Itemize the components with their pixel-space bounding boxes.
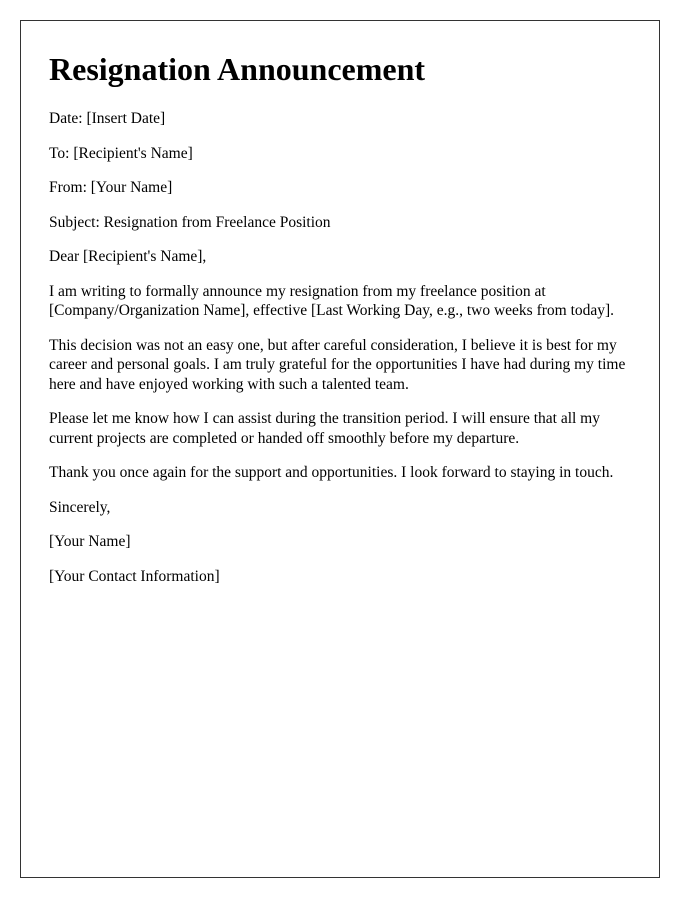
- body-paragraph-gratitude: This decision was not an easy one, but after careful consideration, I believe it is best for my career and personal goals. I am truly grateful for the opportunities I have had during my time here and have enjoyed working with such a talented team.: [49, 336, 626, 393]
- salutation: Dear [Recipient's Name],: [49, 248, 207, 265]
- letter-page: [20, 20, 660, 878]
- date-line: Date: [Insert Date]: [49, 110, 166, 127]
- body-paragraph-thanks: Thank you once again for the support and opportunities. I look forward to staying in touch.: [49, 464, 614, 481]
- signature-name: [Your Name]: [49, 533, 131, 550]
- subject-line: Subject: Resignation from Freelance Position: [49, 213, 331, 231]
- letter-content: [49, 49, 639, 601]
- contact-information: [Your Contact Information]: [49, 567, 220, 585]
- body-paragraph-transition: Please let me know how I can assist during the transition period. I will ensure that all my current projects are completed or handed off smoothly before my departure.: [49, 410, 600, 447]
- to-line: To: [Recipient's Name]: [49, 144, 193, 162]
- closing: Sincerely,: [49, 498, 111, 516]
- from-line: From: [Your Name]: [49, 179, 173, 196]
- document-title: Resignation Announcement: [49, 51, 426, 87]
- body-paragraph-announcement: I am writing to formally announce my resignation from my freelance position at [Company/Organization Name], effective [Last Working Day, e.g., two weeks from today].: [49, 282, 615, 319]
